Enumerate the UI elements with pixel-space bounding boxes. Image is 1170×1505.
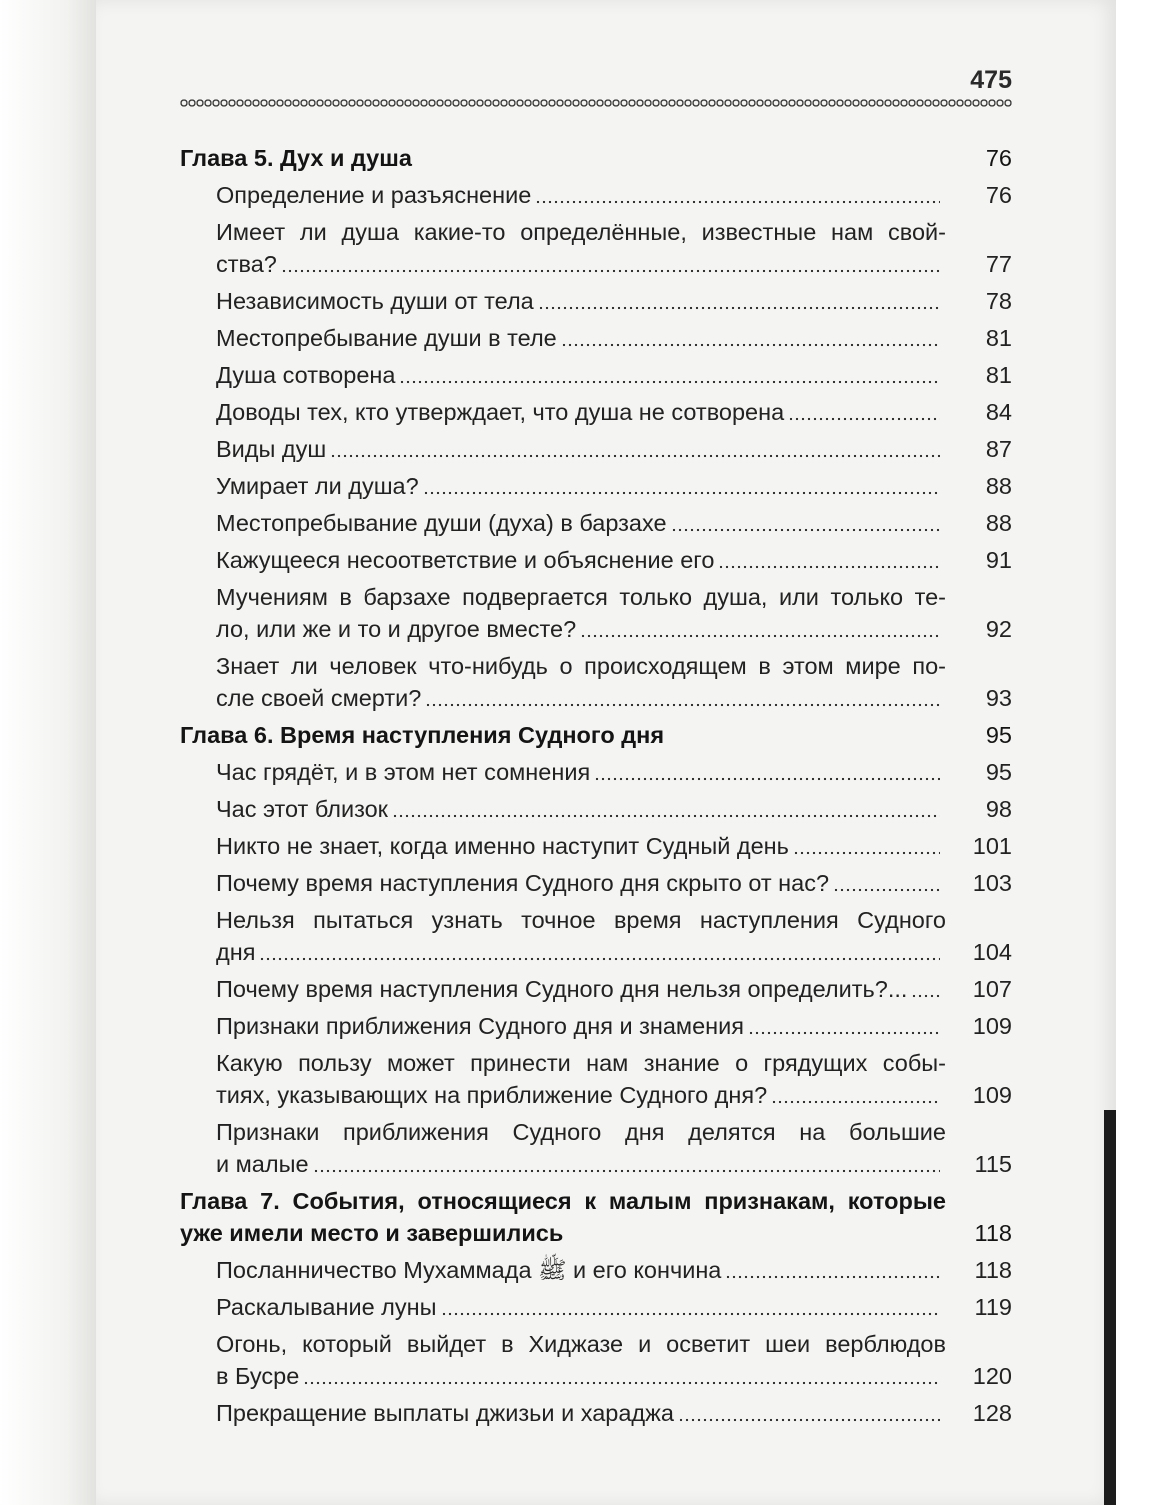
- toc-entry-title: [216, 433, 946, 465]
- toc-page-number: 98: [985, 796, 1012, 822]
- dot-leader: [392, 814, 940, 818]
- toc-entry-title-line: Глава 7. События, относящиеся к малым признакам, которые: [180, 1188, 946, 1214]
- toc-entry-title-line: Мучениям в барзахе подвергается только душа, или только те-: [216, 584, 946, 610]
- toc-entry-title-line: Глава 6. Время наступления Судного дня: [180, 722, 665, 748]
- header-ornament-rule: [180, 98, 1012, 110]
- toc-chapter-entry: [180, 142, 1012, 174]
- toc-entry-title-line: Признаки приближения Судного дня делятся на большие: [216, 1119, 946, 1145]
- toc-section-entry: [180, 179, 1012, 211]
- toc-entry-last-line: [180, 142, 946, 174]
- table-of-contents: [180, 142, 1012, 1434]
- dot-leader: [313, 1169, 940, 1173]
- toc-entry-title-line: Местопребывание души в теле: [216, 325, 557, 351]
- toc-entry-last-line: [216, 396, 946, 428]
- toc-page-number: 81: [985, 325, 1012, 351]
- toc-entry-last-line: [216, 285, 946, 317]
- toc-page-number: 120: [972, 1363, 1012, 1389]
- toc-entry-last-line: [216, 322, 946, 354]
- toc-entry-title: [216, 904, 946, 968]
- toc-entry-title: [216, 1254, 946, 1286]
- dot-leader: [748, 1031, 940, 1035]
- toc-entry-last-line: [216, 936, 946, 968]
- toc-entry-last-line: [216, 470, 946, 502]
- toc-page-number: 84: [985, 399, 1012, 425]
- toc-section-entry: [180, 433, 1012, 465]
- toc-section-entry: [180, 1254, 1012, 1286]
- toc-entry-last-line: [216, 1079, 946, 1111]
- toc-entry-title-line: Кажущееся несоответствие и объяснение его: [216, 547, 715, 573]
- toc-entry-title: [216, 973, 946, 1005]
- toc-section-entry: [180, 507, 1012, 539]
- toc-page-number: 78: [985, 288, 1012, 314]
- toc-entry-title: [216, 1116, 946, 1180]
- toc-chapter-entry: [180, 719, 1012, 751]
- book-spine-shadow: [0, 0, 96, 1505]
- toc-entry-title-line: Признаки приближения Судного дня и знамения: [216, 1013, 744, 1039]
- toc-entry-title: [180, 1185, 946, 1249]
- toc-section-entry: [180, 973, 1012, 1005]
- toc-entry-title-line: сле своей смерти?: [216, 685, 422, 711]
- toc-section-entry: [180, 470, 1012, 502]
- toc-page-number: 95: [985, 759, 1012, 785]
- toc-entry-title-line: Час этот близок: [216, 796, 388, 822]
- dot-leader: [425, 703, 940, 707]
- toc-section-entry: [180, 216, 1012, 280]
- toc-entry-title-line: Какую пользу может принести нам знание о грядущих собы-: [216, 1050, 946, 1076]
- toc-entry-title: [216, 1291, 946, 1323]
- toc-entry-title: [216, 322, 946, 354]
- toc-entry-last-line: [216, 433, 946, 465]
- toc-entry-title: [216, 1010, 946, 1042]
- toc-entry-title-line: уже имели место и завершились: [180, 1220, 564, 1246]
- toc-page-number: 77: [985, 251, 1012, 277]
- toc-entry-title: [216, 1397, 946, 1429]
- toc-entry-title-line: Почему время наступления Судного дня скрыто от нас?: [216, 870, 830, 896]
- toc-page-number: 93: [985, 685, 1012, 711]
- toc-page-number: 118: [974, 1257, 1012, 1283]
- dot-leader: [580, 634, 940, 638]
- toc-entry-last-line: [216, 1010, 946, 1042]
- toc-entry-title-line: дня: [216, 939, 256, 965]
- toc-page-number: 88: [985, 473, 1012, 499]
- toc-entry-last-line: [216, 1397, 946, 1429]
- toc-page-number: 103: [972, 870, 1012, 896]
- toc-section-entry: [180, 396, 1012, 428]
- toc-entry-last-line: [216, 793, 946, 825]
- toc-entry-title-line: Имеет ли душа какие-то определённые, известные нам свой-: [216, 219, 946, 245]
- toc-entry-title-line: Огонь, который выйдет в Хиджазе и осветит шеи верблюдов: [216, 1331, 946, 1357]
- toc-page-number: 91: [985, 547, 1012, 573]
- toc-section-entry: [180, 1397, 1012, 1429]
- toc-entry-title: [216, 285, 946, 317]
- toc-entry-last-line: [180, 1217, 946, 1249]
- toc-entry-title-line: ло, или же и то и другое вместе?: [216, 616, 577, 642]
- dot-leader: [788, 417, 940, 421]
- toc-entry-title: [216, 396, 946, 428]
- toc-entry-last-line: [216, 359, 946, 391]
- toc-entry-last-line: [216, 830, 946, 862]
- toc-page-number: 115: [974, 1151, 1012, 1177]
- toc-entry-title-line: Раскалывание луны: [216, 1294, 437, 1320]
- toc-page-number: 81: [985, 362, 1012, 388]
- toc-section-entry: [180, 904, 1012, 968]
- toc-page-number: 76: [985, 182, 1012, 208]
- toc-entry-title-line: Определение и разъяснение: [216, 182, 532, 208]
- toc-page-number: 107: [972, 976, 1012, 1002]
- toc-entry-title-line: Знает ли человек что-нибудь о происходящем в этом мире по-: [216, 653, 946, 679]
- dot-leader: [399, 380, 940, 384]
- toc-entry-title: [216, 830, 946, 862]
- dot-leader: [259, 957, 940, 961]
- toc-entry-title-line: Никто не знает, когда именно наступит Судный день: [216, 833, 789, 859]
- toc-page-number: 104: [972, 939, 1012, 965]
- toc-chapter-entry: [180, 1185, 1012, 1249]
- toc-page-number: 95: [985, 722, 1012, 748]
- toc-entry-title: [216, 544, 946, 576]
- toc-section-entry: [180, 1010, 1012, 1042]
- toc-entry-title-line: Душа сотворена: [216, 362, 396, 388]
- toc-section-entry: [180, 544, 1012, 576]
- toc-page-number: 109: [972, 1082, 1012, 1108]
- toc-entry-title: [216, 581, 946, 645]
- dot-leader: [793, 851, 940, 855]
- dot-leader: [833, 888, 940, 892]
- toc-entry-last-line: [216, 1360, 946, 1392]
- toc-entry-title-line: Независимость души от тела: [216, 288, 534, 314]
- toc-section-entry: [180, 359, 1012, 391]
- toc-entry-last-line: [216, 179, 946, 211]
- toc-entry-title: [180, 142, 946, 174]
- toc-section-entry: [180, 322, 1012, 354]
- toc-section-entry: [180, 756, 1012, 788]
- toc-entry-last-line: [216, 1254, 946, 1286]
- toc-page-number: 92: [985, 616, 1012, 642]
- toc-section-entry: [180, 1291, 1012, 1323]
- toc-page-number: 101: [972, 833, 1012, 859]
- toc-entry-title-line: Глава 5. Дух и душа: [180, 145, 412, 171]
- toc-entry-title-line: и малые: [216, 1151, 309, 1177]
- dot-leader: [725, 1275, 940, 1279]
- toc-page-number: 87: [985, 436, 1012, 462]
- toc-section-entry: [180, 285, 1012, 317]
- toc-entry-title: [216, 650, 946, 714]
- toc-page-number: 128: [972, 1400, 1012, 1426]
- dot-leader: [561, 343, 940, 347]
- toc-section-entry: [180, 867, 1012, 899]
- toc-page-number: 88: [985, 510, 1012, 536]
- toc-section-entry: [180, 1328, 1012, 1392]
- toc-entry-title: [216, 867, 946, 899]
- toc-entry-title-line: Виды душ: [216, 436, 327, 462]
- page-number: 475: [970, 66, 1012, 94]
- toc-entry-title: [180, 719, 946, 751]
- toc-section-entry: [180, 581, 1012, 645]
- toc-entry-last-line: [216, 613, 946, 645]
- toc-entry-last-line: [216, 973, 946, 1005]
- dot-leader: [330, 454, 940, 458]
- toc-entry-last-line: [216, 756, 946, 788]
- page-header: [180, 66, 1012, 102]
- dot-leader: [911, 994, 940, 998]
- toc-entry-title: [216, 793, 946, 825]
- dot-leader: [718, 565, 940, 569]
- toc-entry-title-line: ства?: [216, 251, 277, 277]
- toc-section-entry: [180, 1116, 1012, 1180]
- toc-entry-last-line: [216, 507, 946, 539]
- toc-page-number: 118: [974, 1220, 1012, 1246]
- toc-entry-title-line: в Бусре: [216, 1363, 300, 1389]
- page-edge: [1104, 1110, 1116, 1505]
- toc-entry-title-line: Местопребывание души (духа) в барзахе: [216, 510, 667, 536]
- toc-page-number: 76: [985, 145, 1012, 171]
- toc-entry-title-line: Доводы тех, кто утверждает, что душа не сотворена: [216, 399, 785, 425]
- toc-entry-title: [216, 1047, 946, 1111]
- toc-entry-title-line: тиях, указывающих на приближение Судного дня?: [216, 1082, 768, 1108]
- toc-section-entry: [180, 793, 1012, 825]
- toc-section-entry: [180, 830, 1012, 862]
- toc-entry-last-line: [216, 867, 946, 899]
- toc-section-entry: [180, 650, 1012, 714]
- toc-entry-title: [216, 179, 946, 211]
- dot-leader: [423, 491, 940, 495]
- toc-entry-last-line: [216, 682, 946, 714]
- dot-leader: [303, 1381, 940, 1385]
- toc-page-number: 119: [974, 1294, 1012, 1320]
- dot-leader: [678, 1418, 940, 1422]
- toc-entry-title: [216, 359, 946, 391]
- toc-entry-title-line: Почему время наступления Судного дня нельзя определить?...: [216, 976, 908, 1002]
- dot-leader: [538, 306, 940, 310]
- toc-entry-title: [216, 1328, 946, 1392]
- toc-entry-title: [216, 216, 946, 280]
- toc-entry-last-line: [180, 719, 946, 751]
- toc-entry-last-line: [216, 1291, 946, 1323]
- toc-section-entry: [180, 1047, 1012, 1111]
- dot-leader: [671, 528, 940, 532]
- toc-entry-title: [216, 507, 946, 539]
- dot-leader: [441, 1312, 940, 1316]
- toc-entry-last-line: [216, 248, 946, 280]
- dot-leader: [535, 200, 940, 204]
- toc-entry-title: [216, 470, 946, 502]
- toc-entry-title-line: Прекращение выплаты джизьи и хараджа: [216, 1400, 674, 1426]
- toc-entry-title-line: Нельзя пытаться узнать точное время наступления Судного: [216, 907, 946, 933]
- toc-entry-title: [216, 756, 946, 788]
- toc-entry-title-line: Посланничество Мухаммада ﷺ и его кончина: [216, 1257, 722, 1283]
- toc-entry-last-line: [216, 544, 946, 576]
- dot-leader: [771, 1100, 940, 1104]
- toc-entry-last-line: [216, 1148, 946, 1180]
- toc-page-number: 109: [972, 1013, 1012, 1039]
- toc-entry-title-line: Умирает ли душа?: [216, 473, 419, 499]
- dot-leader: [281, 269, 940, 273]
- toc-entry-title-line: Час грядёт, и в этом нет сомнения: [216, 759, 591, 785]
- dot-leader: [594, 777, 940, 781]
